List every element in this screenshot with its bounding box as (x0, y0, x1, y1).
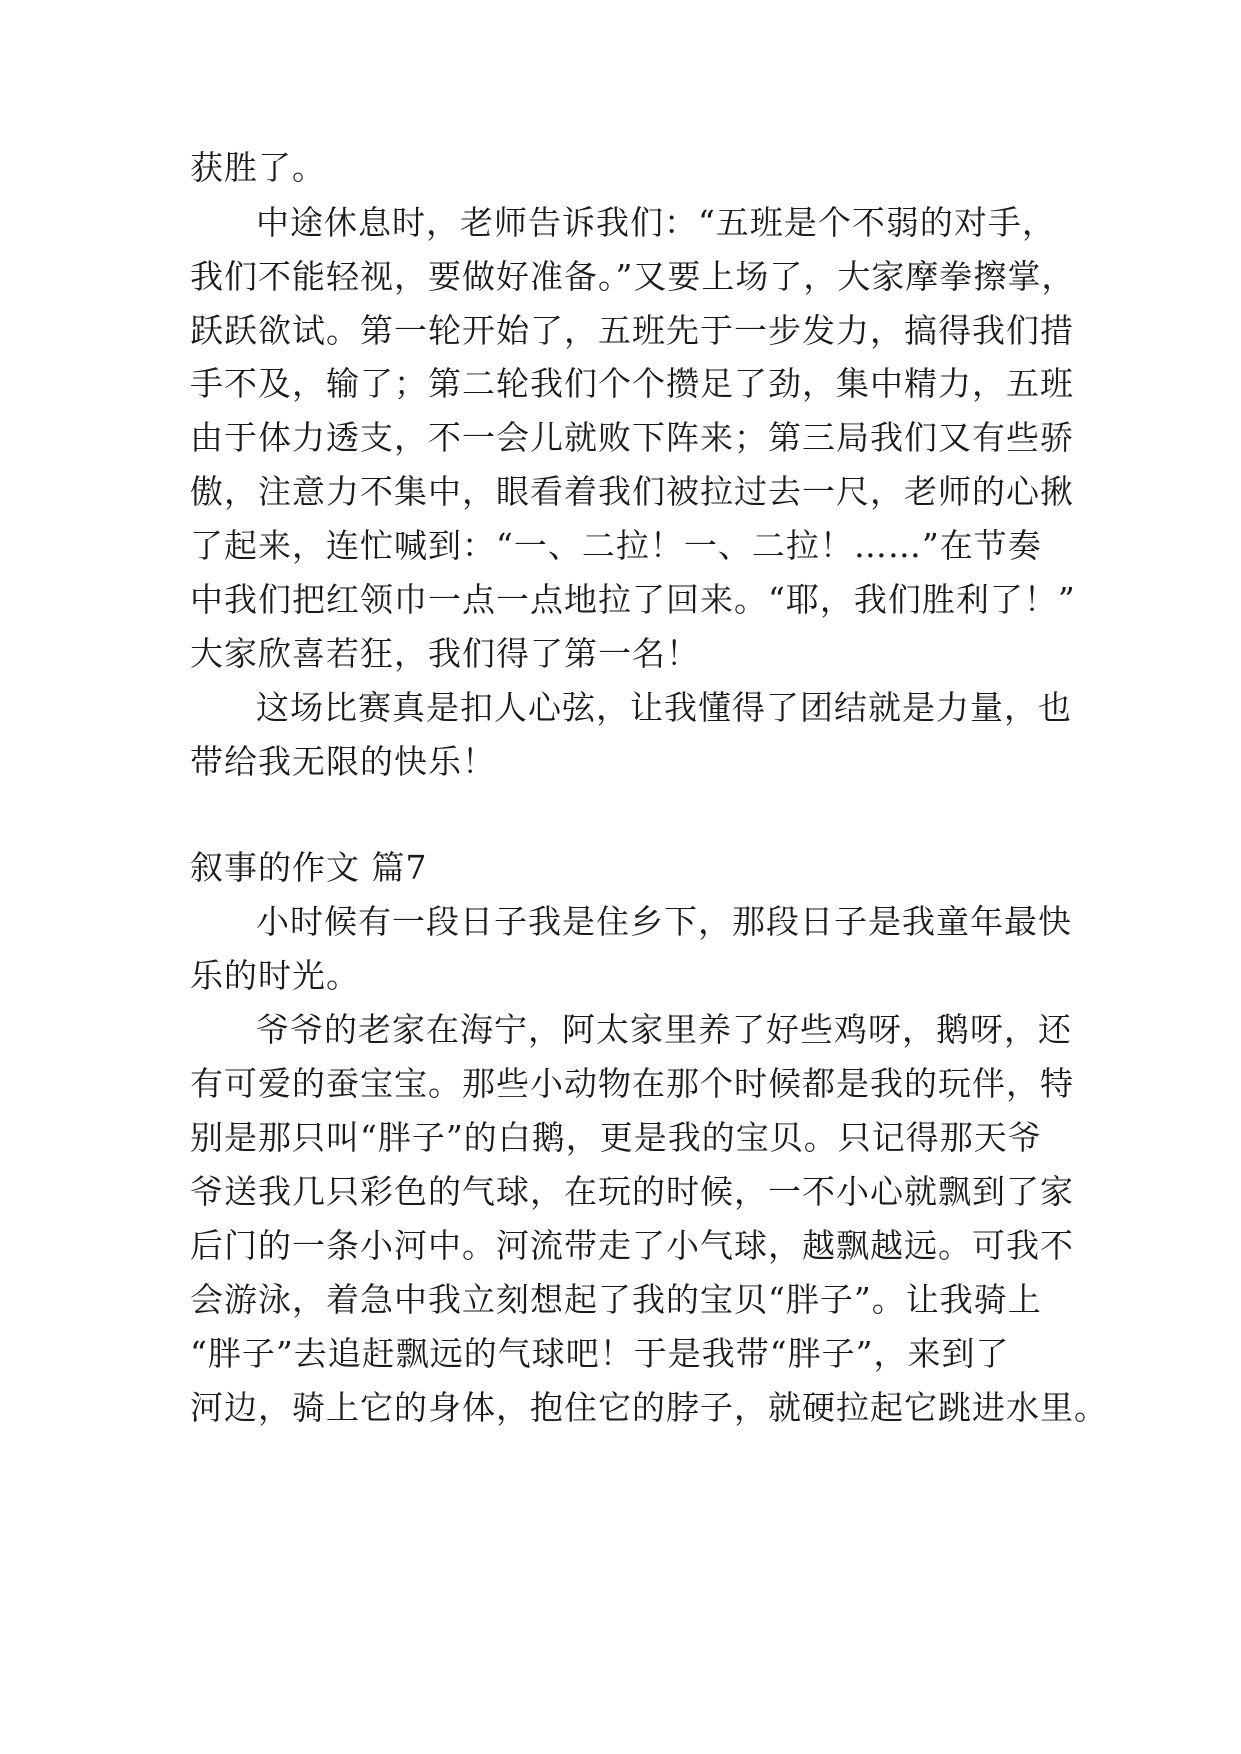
text-line: 大家欣喜若狂，我们得了第一名！ (190, 634, 700, 673)
text-line: 手不及，输了；第二轮我们个个攒足了劲，集中精力，五班 (190, 364, 1074, 403)
text-line: “胖子”去追赶飘远的气球吧！于是我带“胖子”，来到了 (190, 1334, 1010, 1373)
text-line: 跃跃欲试。第一轮开始了，五班先于一步发力，搞得我们措 (190, 311, 1074, 350)
text-line: 了起来，连忙喊到：“一、二拉！一、二拉！……”在节奏 (190, 526, 1042, 565)
text-line: 会游泳，着急中我立刻想起了我的宝贝“胖子”。让我骑上 (190, 1280, 1042, 1319)
text-line: 我们不能轻视，要做好准备。”又要上场了，大家摩拳擦掌， (190, 257, 1076, 296)
paragraph-first-line: 小时候有一段日子我是住乡下，那段日子是我童年最快 (256, 902, 1072, 941)
text-line: 傲，注意力不集中，眼看着我们被拉过去一尺，老师的心揪 (190, 472, 1074, 511)
text-line: 有可爱的蚕宝宝。那些小动物在那个时候都是我的玩伴，特 (190, 1064, 1074, 1103)
text-line: 带给我无限的快乐！ (190, 742, 496, 781)
text-line: 别是那只叫“胖子”的白鹅，更是我的宝贝。只记得那天爷 (190, 1118, 1042, 1157)
text-line: 中我们把红领巾一点一点地拉了回来。“耶，我们胜利了！” (190, 580, 1076, 619)
paragraph-first-line: 爷爷的老家在海宁，阿太家里养了好些鸡呀，鹅呀，还 (256, 1010, 1072, 1049)
paragraph-first-line: 这场比赛真是扣人心弦，让我懂得了团结就是力量，也 (256, 688, 1072, 727)
text-line: 爷送我几只彩色的气球，在玩的时候，一不小心就飘到了家 (190, 1172, 1074, 1211)
section-heading: 叙事的作文 篇7 (190, 848, 428, 887)
text-line: 获胜了。 (190, 148, 326, 187)
text-line: 河边，骑上它的身体，抱住它的脖子，就硬拉起它跳进水里。 (190, 1388, 1108, 1427)
text-line: 乐的时光。 (190, 956, 360, 995)
paragraph-first-line: 中途休息时，老师告诉我们：“五班是个不弱的对手， (256, 203, 1056, 242)
text-line: 由于体力透支，不一会儿就败下阵来；第三局我们又有些骄 (190, 418, 1074, 457)
text-line: 后门的一条小河中。河流带走了小气球，越飘越远。可我不 (190, 1226, 1074, 1265)
